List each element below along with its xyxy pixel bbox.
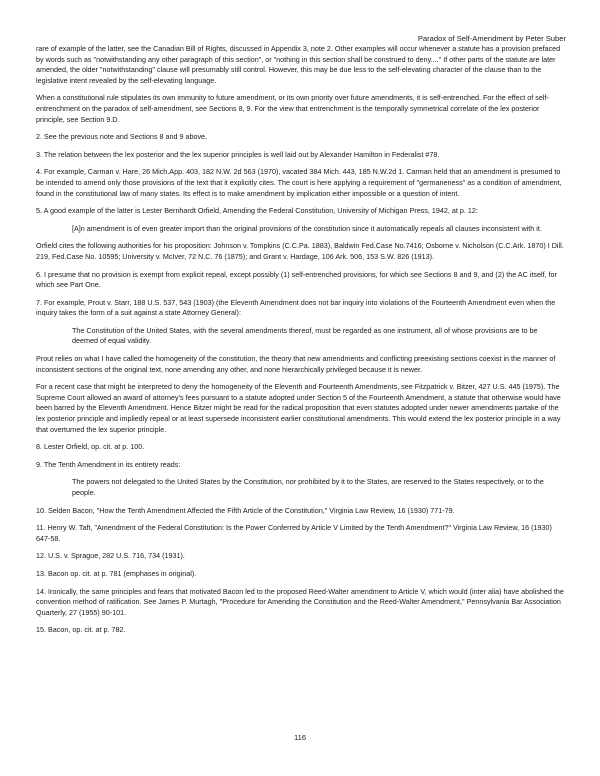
footnote-2: 2. See the previous note and Sections 8 and 9 above. [36, 132, 208, 142]
paragraph: Orfield cites the following authorities for his proposition: Johnson v. Tompkins (C.C.Pa. 1883), Baldwin Fed.Case No.7416; Osborne v. Nicholson (C.C.Ark. 1870) I Dill. 219, Fed.Case No. 10595; University v. McIver, 72 N.C. 76 (1875); and Grant v. Hardage, 106 Ark. 506, 153 S.W. 826 (1913). [36, 241, 564, 261]
block-quote: The Constitution of the United States, with the several amendments thereof, must be regarded as one instrument, all of whose provisions are to be deemed of equal validity. [72, 325, 538, 346]
page-number: 116 [293, 733, 307, 742]
footnote-6: 6. I presume that no provision is exempt from explicit repeal, except possibly (1) self-entrenched provisions, for which see Sections 8 and 9, and (2) the AC itself, for which see Part One. [36, 269, 557, 290]
block-quote: [A]n amendment is of even greater import than the original provisions of the constitution since it automatically repeals all clauses inconsistent with it. [72, 223, 542, 233]
footnote-9: 9. The Tenth Amendment in its entirety reads: [36, 459, 181, 469]
page-body [36, 44, 566, 643]
paragraph: When a constitutional rule stipulates its own immunity to future amendment, or its own priority over future amendments, it is self-entrenched. For the effect of self-entrenchment on the paradox of self-amendment, see Sections 8, 9. For the view that entrenchment is the temporally symmetrical correlate of the lex posterior principle, see Section 9.D. [36, 93, 549, 124]
footnote-15: 15. Bacon, op. cit. at p. 782. [36, 625, 126, 635]
footnote-14: 14. Ironically, the same principles and fears that motivated Bacon led to the proposed Reed-Walter amendment to Article V, which would (inter alia) have abolished the convention method of ratification. See James P. Murtagh, "Procedure for Amending the Constitution and the Reed-Walter Amendment," Pennsylvania Bar Association Quarterly, 27 (1955) 90-101. [36, 586, 564, 617]
footnote-13: 13. Bacon op. cit. at p. 781 (emphases in original). [36, 568, 197, 578]
running-header: Paradox of Self-Amendment by Peter Suber [417, 34, 566, 43]
paragraph: For a recent case that might be interpreted to deny the homogeneity of the Eleventh and Fourteenth Amendments, see Fitzpatrick v. Bitzer, 427 U.S. 445 (1975). The Supreme Court allowed an award of attorney's fees pursuant to a statute adopted under Section 5 of the Fourteenth Amendment, a statute that otherwise would have been barred by the Eleventh Amendment. Hence Bitzer might be read for the radical proposition that even statutes adopted under newer amendments partake of the lex posterior principle and impliedly repeal or at least supersede inconsistent earlier constitutional amendments. This would extend the lex posterior principle in a way that overturned the lex superior principle. [36, 382, 561, 434]
footnote-12: 12. U.S. v. Sprague, 282 U.S. 716, 734 (1931). [36, 551, 185, 561]
footnote-10: 10. Selden Bacon, "How the Tenth Amendment Affected the Fifth Article of the Constitution," Virginia Law Review, 16 (1930) 771-79. [36, 505, 455, 515]
paragraph: Prout relies on what I have called the homogeneity of the constitution, the theory that new amendments and conflicting preexisting sections coexist in the manner of inconsistent sections of the original text, none amending any other, and none hierarchically privileged because it is newer. [36, 354, 556, 374]
footnote-7: 7. For example, Prout v. Starr, 188 U.S. 537, 543 (1903) (the Eleventh Amendment does not bar inquiry into violations of the Fourteenth Amendment even when the inquiry takes the form of a suit against a state Attorney General): [36, 297, 556, 318]
footnote-4: 4. For example, Carman v. Hare, 26 Mich.App. 403, 182 N.W. 2d 563 (1970), vacated 384 Mich. 443, 185 N.W.2d 1. Carman held that an amendment is presumed to be intended to amend only those provisions of the text that it explicitly cites. The court is here applying a requirement of "germaneness" as a condition of amendment, found in the constitutional law of many states. Its effect is to make amendment by implication either impossible or a question of intent. [36, 167, 562, 198]
block-quote: The powers not delegated to the United States by the Constitution, nor prohibited by it to the States, are reserved to the States respectively, or to the people. [72, 477, 544, 497]
footnote-3: 3. The relation between the lex posterior and the lex superior principles is well laid out by Alexander Hamilton in Federalist #78. [36, 149, 440, 159]
footnote-5: 5. A good example of the latter is Lester Bernhardt Orfield, Amending the Federal Constitution, University of Michigan Press, 1942, at p. 12: [36, 206, 478, 216]
footnote-11: 11. Henry W. Taft, "Amendment of the Federal Constitution: Is the Power Conferred by Article V Limited by the Tenth Amendment?" Virginia Law Review, 16 (1930) 647-58. [36, 523, 552, 543]
paragraph: rare of example of the latter, see the Canadian Bill of Rights, discussed in Appendix 3, note 2. Other examples will occur whenever a statute has a provision prefaced by words such as "notwithstanding any other paragraph of this section", or "nothing in this section shall be construed to deny...." If other parts of the statute are later amended, the older "notwithstanding" clause will presumably still control. However, this may be due less to the self-elevating character of the clause than to the legislative intent revealed by the self-elevating language. [36, 44, 561, 85]
footnote-8: 8. Lester Orfield, op. cit. at p. 100. [36, 442, 145, 452]
